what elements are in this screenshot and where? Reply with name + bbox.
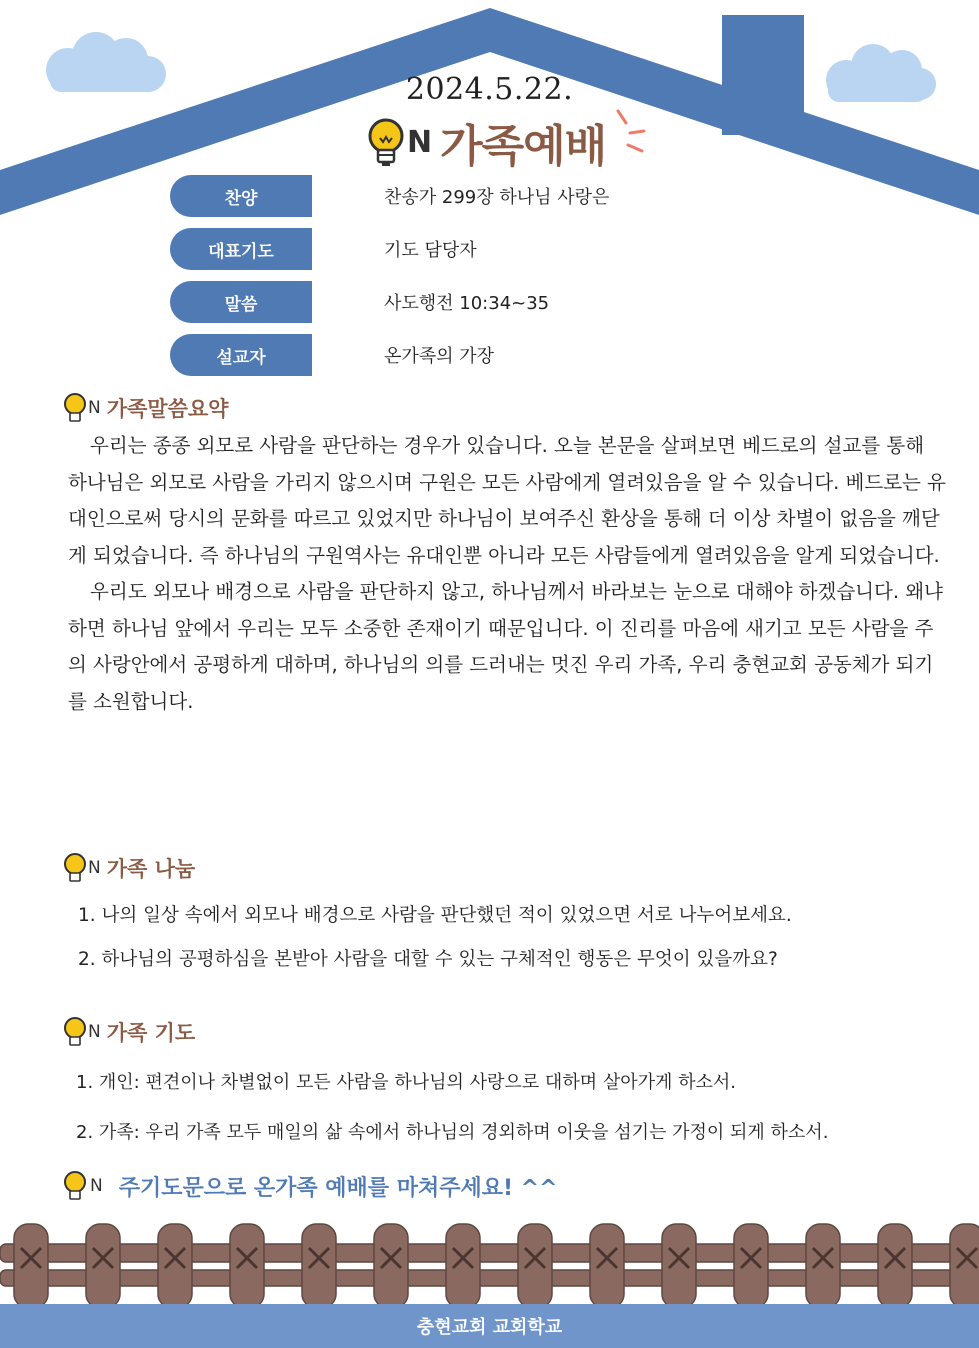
summary-paragraph: 우리는 종종 외모로 사람을 판단하는 경우가 있습니다. 오늘 본문을 살펴보면 베드로의 설교를 통해 하나님은 외모로 사람을 가리지 않으시며 구원은 모든 사람에게 열려있음을 알 수 있습니다. 베드로는 유대인으로써 당시의 문화를 따르고 있었지만 하나님이 보여주신 환상을 통해 더 이상 차별이 없음을 깨닫게 되었습니다. 즉 하나님의 구원역사는 유대인뿐 아니라 모든 사람들에게 열려있음을 알게 되었습니다. xyxy=(68,434,946,567)
summary-body xyxy=(68,428,948,720)
fence-post xyxy=(86,1224,120,1308)
service-table xyxy=(170,170,609,382)
fence-post xyxy=(230,1224,264,1308)
fence-post xyxy=(518,1224,552,1308)
service-value: 찬송가 299장 하나님 사랑은 xyxy=(384,187,610,208)
fence-post xyxy=(590,1224,624,1308)
page-title xyxy=(365,110,652,174)
on-letter: N xyxy=(407,124,433,160)
fence-post xyxy=(734,1224,768,1308)
prayer-heading xyxy=(62,1016,195,1048)
footer-banner: 충현교회 교회학교 xyxy=(0,1304,979,1348)
date: 2024.5.22. xyxy=(405,72,574,107)
service-value: 온가족의 가장 xyxy=(384,346,495,367)
service-label: 말씀 xyxy=(170,281,312,323)
on-letter: N xyxy=(90,1176,103,1196)
closing-line xyxy=(62,1170,558,1202)
sparkle-marks xyxy=(612,97,652,157)
on-letter: N xyxy=(88,858,101,878)
summary-heading xyxy=(62,392,228,424)
summary-paragraph: 우리도 외모나 배경으로 사람을 판단하지 않고, 하나님께서 바라보는 눈으로 대해야 하겠습니다. 왜냐하면 하나님 앞에서 우리는 모두 소중한 존재이기 때문입니다. 이 진리를 마음에 새기고 모든 사람을 주의 사랑안에서 공평하게 대하며, 하나님의 의를 드러내는 멋진 우리 가족, 우리 충현교회 공동체가 되기를 소원합니다. xyxy=(68,580,943,713)
service-value: 기도 담당자 xyxy=(384,240,477,261)
prayer-list xyxy=(76,1058,828,1158)
on-letter: N xyxy=(88,1022,101,1042)
on-letter: N xyxy=(88,398,101,418)
sharing-heading-text: 가족 나눔 xyxy=(106,857,196,881)
fence-post xyxy=(662,1224,696,1308)
closing-text: 주기도문으로 온가족 예배를 마쳐주세요! ^^ xyxy=(118,1175,558,1201)
fence-decoration xyxy=(0,1218,979,1308)
list-item: 2. 가족: 우리 가족 모두 매일의 삶 속에서 하나님의 경외하며 이웃을 섬기는 가정이 되게 하소서. xyxy=(76,1122,829,1143)
fence-post xyxy=(806,1224,840,1308)
service-row xyxy=(170,223,609,275)
list-item: 1. 개인: 편견이나 차별없이 모든 사람을 하나님의 사랑으로 대하며 살아가게 하소서. xyxy=(76,1072,736,1093)
prayer-heading-text: 가족 기도 xyxy=(106,1021,196,1045)
service-row xyxy=(170,329,609,381)
sharing-list xyxy=(78,894,792,982)
fence-post xyxy=(878,1224,912,1308)
lightbulb-icon xyxy=(62,852,90,884)
fence-post xyxy=(446,1224,480,1308)
service-label: 설교자 xyxy=(170,334,312,376)
service-label: 대표기도 xyxy=(170,228,312,270)
lightbulb-icon xyxy=(365,116,411,168)
service-label: 찬양 xyxy=(170,175,312,217)
fence-post xyxy=(374,1224,408,1308)
fence-post xyxy=(14,1224,48,1308)
fence-post xyxy=(158,1224,192,1308)
fence-post xyxy=(302,1224,336,1308)
sharing-heading xyxy=(62,852,195,884)
service-row xyxy=(170,170,609,222)
list-item: 2. 하나님의 공평하심을 본받아 사람을 대할 수 있는 구체적인 행동은 무엇이 있을까요? xyxy=(78,949,778,970)
summary-heading-text: 가족말씀요약 xyxy=(106,397,229,421)
service-value: 사도행전 10:34~35 xyxy=(384,293,550,314)
lightbulb-icon xyxy=(62,1170,90,1202)
service-row xyxy=(170,276,609,328)
lightbulb-icon xyxy=(62,1016,90,1048)
list-item: 1. 나의 일상 속에서 외모나 배경으로 사람을 판단했던 적이 있었으면 서로 나누어보세요. xyxy=(78,905,792,926)
lightbulb-icon xyxy=(62,392,90,424)
title-text: 가족예배 xyxy=(440,121,607,172)
